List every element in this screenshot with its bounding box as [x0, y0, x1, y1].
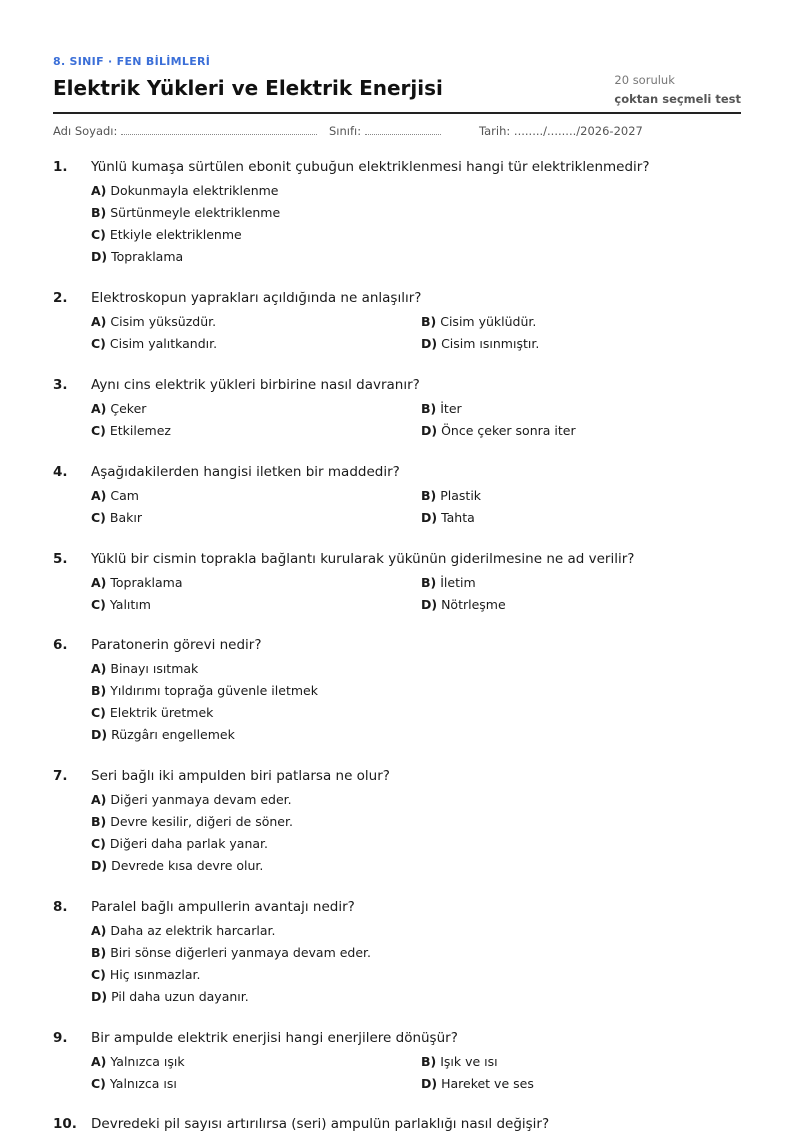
option-text: Yıldırımı toprağa güvenle iletmek [110, 683, 318, 698]
question-text: Seri bağlı iki ampulden biri patlarsa ne olur? [91, 768, 390, 784]
test-type: çoktan seçmeli test [614, 92, 741, 106]
option-letter: B) [91, 205, 107, 220]
option-letter: A) [91, 314, 107, 329]
option-text: Sürtünmeyle elektriklenme [110, 205, 281, 220]
option-letter: D) [421, 597, 438, 612]
name-blank[interactable] [121, 124, 317, 135]
question-text: Aynı cins elektrik yükleri birbirine nasıl davranır? [91, 377, 420, 393]
option-text: Topraklama [110, 575, 183, 590]
date-label: Tarih: ......../......../2026-2027 [479, 124, 643, 138]
answer-option[interactable] [91, 705, 213, 720]
option-text: Nötrleşme [441, 597, 506, 612]
option-text: Bakır [109, 510, 142, 525]
option-letter: A) [91, 575, 107, 590]
option-text: Topraklama [111, 249, 184, 264]
option-letter: D) [91, 989, 108, 1004]
option-text: Etkiyle elektriklenme [109, 227, 242, 242]
option-letter: D) [421, 336, 438, 351]
option-text: Yalnızca ışık [110, 1054, 185, 1069]
answer-option[interactable] [421, 1076, 534, 1091]
option-text: Binayı ısıtmak [110, 661, 199, 676]
answer-option[interactable] [91, 661, 198, 676]
answer-option[interactable] [91, 423, 171, 438]
option-letter: B) [421, 314, 437, 329]
option-letter: C) [91, 227, 106, 242]
answer-option[interactable] [91, 227, 242, 242]
option-letter: A) [91, 401, 107, 416]
option-letter: C) [91, 336, 106, 351]
option-letter: A) [91, 183, 107, 198]
option-text: Elektrik üretmek [109, 705, 214, 720]
option-letter: D) [91, 858, 108, 873]
option-letter: D) [91, 249, 108, 264]
option-letter: A) [91, 923, 107, 938]
answer-option[interactable] [91, 1054, 185, 1069]
question-text: Aşağıdakilerden hangisi iletken bir maddedir? [91, 464, 400, 480]
answer-option[interactable] [421, 401, 462, 416]
answer-option[interactable] [421, 488, 481, 503]
option-letter: A) [91, 1054, 107, 1069]
answer-option[interactable] [91, 205, 280, 220]
option-text: Biri sönse diğerleri yanmaya devam eder. [110, 945, 372, 960]
answer-option[interactable] [91, 923, 275, 938]
answer-option[interactable] [91, 989, 249, 1004]
option-text: Hiç ısınmazlar. [109, 967, 201, 982]
answer-option[interactable] [91, 183, 278, 198]
option-letter: C) [91, 836, 106, 851]
option-text: Çeker [110, 401, 147, 416]
option-text: İletim [440, 575, 476, 590]
option-text: Etkilemez [109, 423, 171, 438]
option-text: Cisim yüklüdür. [440, 314, 537, 329]
question-text: Yünlü kumaşa sürtülen ebonit çubuğun elektriklenmesi hangi tür elektriklenmedir? [91, 159, 650, 175]
option-text: Dokunmayla elektriklenme [110, 183, 279, 198]
option-text: Pil daha uzun dayanır. [111, 989, 249, 1004]
date-field[interactable] [479, 124, 643, 138]
answer-option[interactable] [421, 314, 536, 329]
option-letter: D) [421, 510, 438, 525]
question-text: Bir ampulde elektrik enerjisi hangi enerjilere dönüşür? [91, 1030, 458, 1046]
name-label: Adı Soyadı: [53, 124, 118, 138]
option-letter: B) [91, 945, 107, 960]
answer-option[interactable] [91, 1076, 177, 1091]
option-text: Işık ve ısı [440, 1054, 498, 1069]
option-letter: C) [91, 967, 106, 982]
question-text: Paralel bağlı ampullerin avantajı nedir? [91, 899, 355, 915]
option-letter: A) [91, 488, 107, 503]
answer-option[interactable] [421, 510, 475, 525]
option-letter: D) [421, 1076, 438, 1091]
answer-option[interactable] [91, 727, 235, 742]
option-letter: A) [91, 661, 107, 676]
option-text: Rüzgârı engellemek [111, 727, 235, 742]
option-text: Yalnızca ısı [109, 1076, 177, 1091]
option-letter: A) [91, 792, 107, 807]
question-text: Elektroskopun yaprakları açıldığında ne anlaşılır? [91, 290, 422, 306]
question-number: 3. [53, 377, 68, 393]
question-number: 2. [53, 290, 68, 306]
question-number: 6. [53, 637, 68, 653]
answer-option[interactable] [421, 575, 476, 590]
option-text: Plastik [440, 488, 482, 503]
option-letter: B) [421, 575, 437, 590]
answer-option[interactable] [421, 423, 576, 438]
option-text: Tahta [441, 510, 475, 525]
option-text: Daha az elektrik harcarlar. [110, 923, 276, 938]
answer-option[interactable] [91, 792, 292, 807]
option-letter: C) [91, 705, 106, 720]
answer-option[interactable] [91, 967, 200, 982]
answer-option[interactable] [91, 858, 263, 873]
worksheet-header [53, 54, 741, 114]
option-text: Diğeri yanmaya devam eder. [110, 792, 292, 807]
question-number: 7. [53, 768, 68, 784]
question-number: 5. [53, 551, 68, 567]
class-blank[interactable] [365, 124, 441, 135]
answer-option[interactable] [91, 945, 371, 960]
grade-subject-label: 8. SINIF · FEN BİLİMLERİ [53, 55, 211, 68]
option-letter: C) [91, 597, 106, 612]
answer-option[interactable] [91, 488, 139, 503]
question-text: Paratonerin görevi nedir? [91, 637, 262, 653]
question-number: 1. [53, 159, 68, 175]
answer-option[interactable] [91, 510, 142, 525]
answer-option[interactable] [91, 814, 293, 829]
question-text: Devredeki pil sayısı artırılırsa (seri) ampulün parlaklığı nasıl değişir? [91, 1116, 550, 1132]
option-letter: C) [91, 423, 106, 438]
class-field[interactable] [329, 124, 441, 138]
option-text: Devre kesilir, diğeri de söner. [110, 814, 293, 829]
answer-option[interactable] [91, 597, 151, 612]
answer-option[interactable] [421, 336, 539, 351]
option-text: Cisim yalıtkandır. [109, 336, 218, 351]
option-letter: B) [421, 488, 437, 503]
option-text: Cisim yüksüzdür. [110, 314, 217, 329]
student-info-fields [53, 124, 743, 140]
question-number: 8. [53, 899, 68, 915]
answer-option[interactable] [91, 836, 268, 851]
question-number: 9. [53, 1030, 68, 1046]
answer-option[interactable] [421, 597, 506, 612]
answer-option[interactable] [421, 1054, 498, 1069]
question-number: 4. [53, 464, 68, 480]
answer-option[interactable] [91, 249, 183, 264]
test-meta [614, 71, 741, 109]
option-text: Hareket ve ses [441, 1076, 534, 1091]
name-field[interactable] [53, 124, 317, 138]
option-letter: C) [91, 1076, 106, 1091]
answer-option[interactable] [91, 401, 146, 416]
option-text: Cisim ısınmıştır. [441, 336, 540, 351]
option-text: Yalıtım [109, 597, 151, 612]
answer-option[interactable] [91, 683, 318, 698]
option-letter: B) [91, 814, 107, 829]
option-text: Diğeri daha parlak yanar. [109, 836, 269, 851]
option-letter: B) [421, 401, 437, 416]
option-text: Cam [110, 488, 139, 503]
option-letter: D) [421, 423, 438, 438]
option-text: Önce çeker sonra iter [441, 423, 576, 438]
answer-option[interactable] [91, 314, 216, 329]
option-letter: C) [91, 510, 106, 525]
answer-option[interactable] [91, 575, 182, 590]
answer-option[interactable] [91, 336, 217, 351]
option-letter: D) [91, 727, 108, 742]
option-text: İter [440, 401, 462, 416]
class-label: Sınıfı: [329, 124, 362, 138]
option-letter: B) [421, 1054, 437, 1069]
option-letter: B) [91, 683, 107, 698]
question-count: 20 soruluk [614, 73, 675, 87]
page-title: Elektrik Yükleri ve Elektrik Enerjisi [53, 76, 443, 100]
question-number: 10. [53, 1116, 77, 1132]
option-text: Devrede kısa devre olur. [111, 858, 264, 873]
question-text: Yüklü bir cismin toprakla bağlantı kurularak yükünün giderilmesine ne ad verilir? [91, 551, 635, 567]
